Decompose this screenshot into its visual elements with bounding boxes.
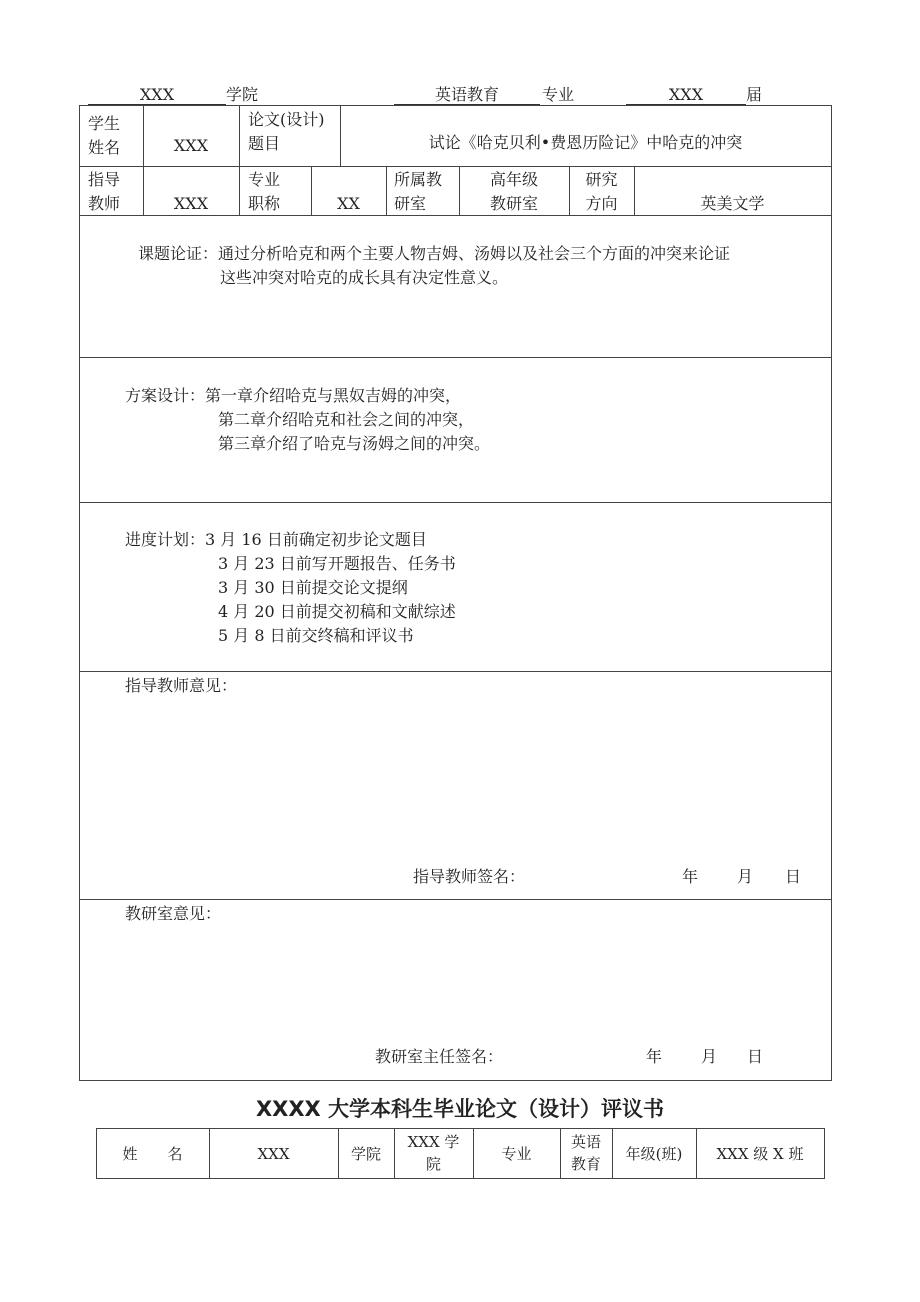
schedule-item: 5 月 8 日前交终稿和评议书 [218, 626, 414, 645]
value-line: 院 [425, 1155, 441, 1173]
form2-major-label: 专业 [501, 1145, 532, 1163]
advisor-signature-label: 指导教师签名： [413, 867, 526, 886]
border-bottom [96, 1178, 825, 1179]
dept-sign-year: 年 [646, 1047, 663, 1066]
label-line: 姓名 [88, 138, 121, 157]
schedule-item: 4 月 20 日前提交初稿和文献综述 [218, 602, 456, 621]
research-direction-label [569, 168, 634, 216]
advisor-sign-month: 月 [737, 867, 754, 886]
label-line: 论文(设计) [248, 110, 325, 129]
row-sep-1 [79, 166, 832, 167]
label-line: 研室 [394, 194, 427, 213]
design-line: 第三章介绍了哈克与汤姆之间的冲突。 [218, 434, 491, 453]
schedule-item: 3 月 16 日前确定初步论文题目 [205, 530, 427, 549]
research-direction-value: 英美文学 [700, 194, 765, 213]
label-line: 指导 [88, 170, 121, 189]
header-major [394, 84, 574, 106]
argument-label: 课题论证： [138, 244, 219, 263]
row-sep-6 [79, 899, 832, 900]
border-right [824, 1128, 825, 1179]
dept-sign-day: 日 [747, 1047, 764, 1066]
label-line: 方向 [585, 194, 618, 213]
form2-college-label: 学院 [350, 1145, 381, 1163]
design-line: 第二章介绍哈克和社会之间的冲突， [218, 410, 475, 429]
border-top [96, 1128, 825, 1129]
col-sep [386, 166, 387, 215]
dept-opinion-label: 教研室意见： [125, 904, 222, 923]
label-line: 题目 [248, 134, 281, 153]
dept-signature-label: 教研室主任签名： [375, 1047, 504, 1066]
student-name-value: XXX [173, 136, 209, 155]
row-sep-3 [79, 357, 832, 358]
label-line: 职称 [248, 194, 281, 213]
thesis-title-label [248, 108, 325, 156]
dept-sign-month: 月 [701, 1047, 718, 1066]
label-line: 所属教 [394, 170, 443, 189]
value-line: 英语 [570, 1133, 601, 1151]
department-label [394, 168, 442, 216]
header-session [626, 84, 762, 106]
college-value: XXX [88, 84, 226, 105]
border-top [79, 105, 832, 106]
thesis-title-value: 试论《哈克贝利•费恩历险记》中哈克的冲突 [428, 133, 743, 152]
student-name-label [88, 112, 120, 160]
major-label: 专业 [542, 85, 575, 104]
header-college [88, 84, 258, 106]
label-line: 教师 [88, 194, 121, 213]
form2-major-value [560, 1131, 612, 1175]
advisor-opinion-label: 指导教师意见： [125, 676, 238, 695]
design-line: 第一章介绍哈克与黑奴吉姆的冲突， [205, 386, 462, 405]
design-section [125, 384, 490, 456]
form2-grade-label: 年级(班) [625, 1145, 683, 1163]
label-line: 专业 [248, 170, 281, 189]
col-sep [239, 105, 240, 215]
row-sep-5 [79, 671, 832, 672]
advisor-sign-day: 日 [785, 867, 802, 886]
schedule-section [125, 528, 456, 648]
label-line: 研究 [585, 170, 618, 189]
department-value [459, 168, 569, 216]
label-line: 学生 [88, 114, 121, 133]
row-sep-4 [79, 502, 832, 503]
form2-college-value [394, 1131, 473, 1175]
advisor-label [88, 168, 120, 216]
session-label: 届 [746, 85, 763, 104]
border-bottom [79, 1080, 832, 1081]
advisor-value: XXX [173, 194, 209, 213]
schedule-label: 进度计划： [125, 530, 206, 549]
value-line: 高年级 [489, 170, 538, 189]
form2-grade-value: XXX 级 X 班 [716, 1145, 804, 1163]
form2-title: XXXX 大学本科生毕业论文（设计）评议书 [255, 1097, 665, 1121]
advisor-sign-year: 年 [682, 867, 699, 886]
major-value: 英语教育 [394, 84, 540, 105]
border-left [79, 105, 80, 1081]
form2-name-value: XXX [257, 1145, 290, 1163]
border-right [831, 105, 832, 1081]
argument-line: 这些冲突对哈克的成长具有决定性意义。 [220, 268, 509, 287]
professional-title-value: XX [337, 194, 360, 213]
value-line: 教育 [570, 1155, 601, 1173]
session-value: XXX [626, 84, 746, 105]
college-label: 学院 [226, 85, 259, 104]
argument-section [138, 242, 730, 290]
schedule-item: 3 月 23 日前写开题报告、任务书 [218, 554, 456, 573]
professional-title-label [248, 168, 280, 216]
form2-name-label: 姓 名 [122, 1145, 183, 1163]
value-line: 教研室 [489, 194, 538, 213]
schedule-item: 3 月 30 日前提交论文提纲 [218, 578, 408, 597]
argument-line: 通过分析哈克和两个主要人物吉姆、汤姆以及社会三个方面的冲突来论证 [218, 244, 731, 263]
value-line: XXX 学 [407, 1133, 460, 1151]
design-label: 方案设计： [125, 386, 206, 405]
